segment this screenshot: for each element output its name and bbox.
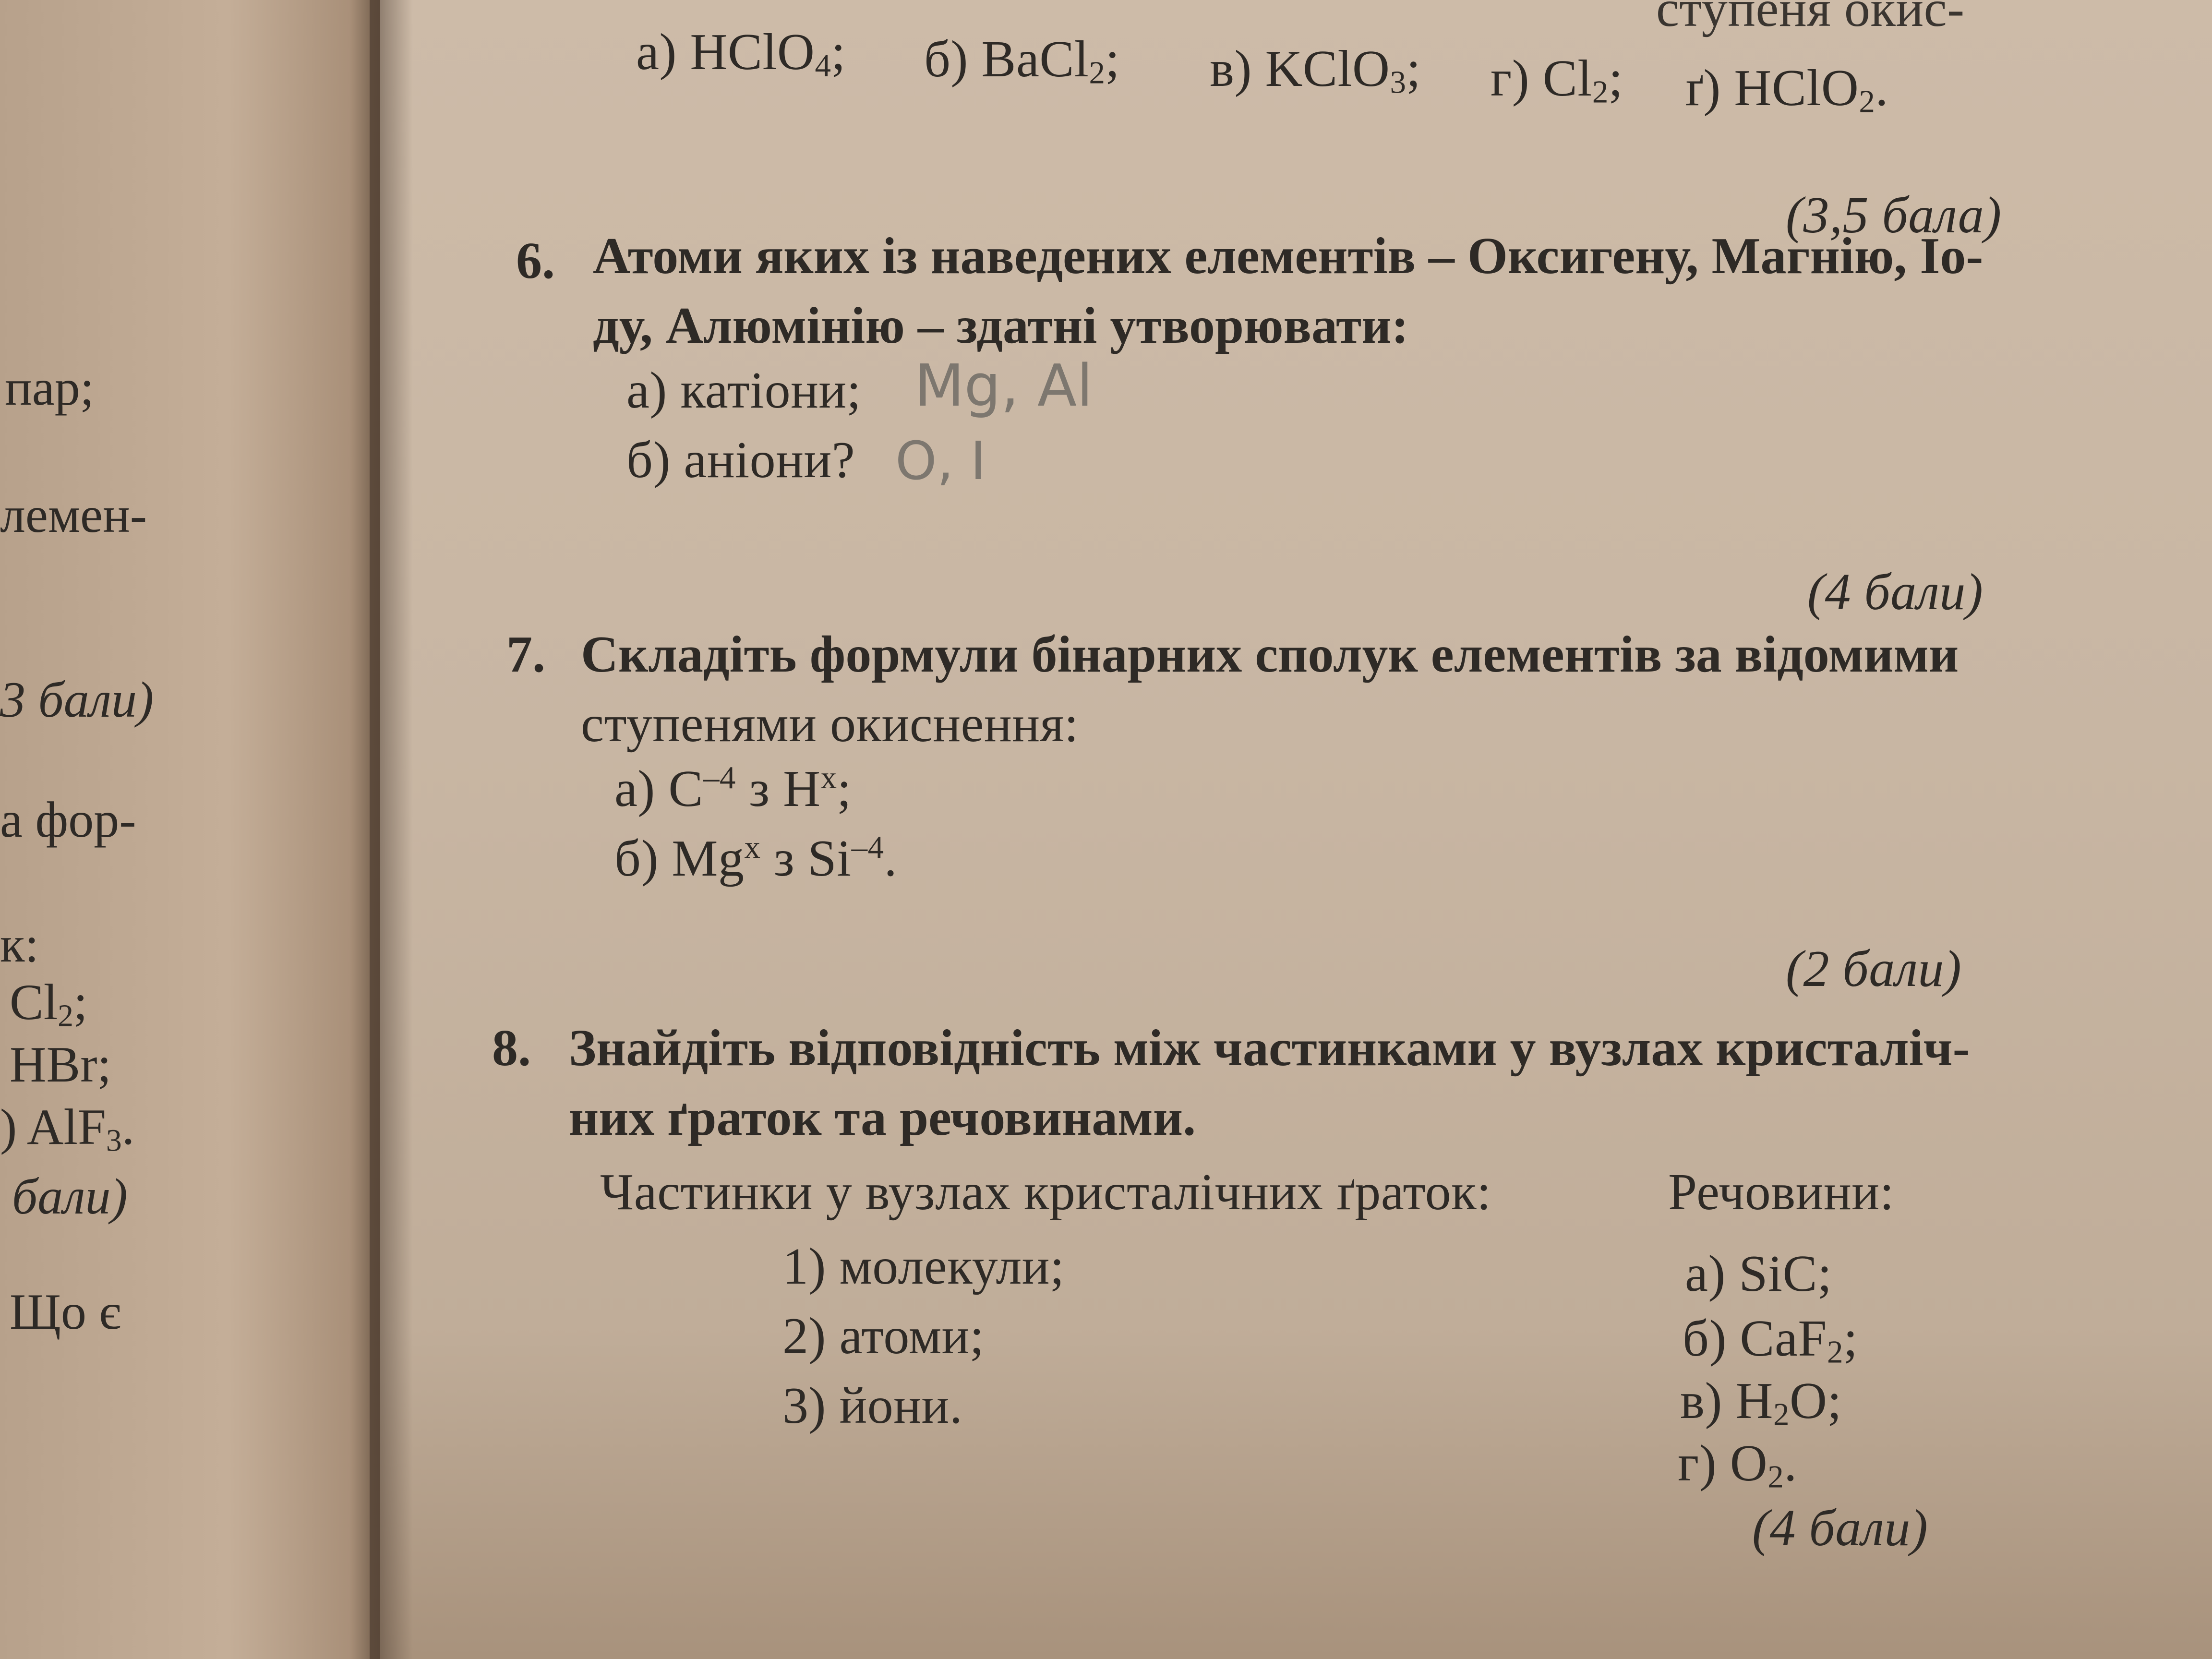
q6-line1: Атоми яких із наведених елементів – Оксигену, Магнію, Іо- [593,228,1984,285]
q5-top-fragment: ступеня окис- [1656,0,1965,37]
q8-number: 8. [492,1020,531,1077]
q7-line1: Складіть формули бінарних сполук елементів за відомими [581,626,1959,683]
q7-option-b: б) Mg$^x$ з $Si^{-4}$. [614,830,898,887]
left-fragment: HBr; [10,1036,111,1093]
left-fragment: а фор- [0,792,136,848]
q5-option: г) $Cl_2$; [1491,50,1623,110]
left-fragment: бали) [12,1168,128,1225]
left-fragment: пар; [5,360,95,416]
left-fragment: Що є [10,1284,121,1340]
q7-number: 7. [506,626,545,683]
book-gutter [370,0,413,1659]
q8-substance-item: г) $O_2$. [1678,1435,1797,1495]
q7-option-a: а) $C^{-4}$ з $H^x$; [614,760,852,817]
left-fragment: лемен- [0,487,147,543]
q8-substance-item: а) SiC; [1685,1245,1832,1302]
q8-substance-item: в) $H_2O$; [1680,1372,1842,1432]
q6-line2: ду, Алюмінію – здатні утворювати: [593,297,1409,354]
q5-score: (3,5 бала) [1786,187,2002,244]
q8-particle-item: 1) молекули; [782,1238,1065,1295]
left-fragment: 3 бали) [0,672,154,728]
handwritten-answer-a: Mg, Al [914,353,1093,420]
handwritten-answer-b: O, I [895,430,986,492]
q8-particle-item: 2) атоми; [782,1308,985,1365]
q5-option: а) HClO$_4$; [636,24,846,84]
q6-score: (4 бали) [1807,564,1984,621]
q8-particles-header: Частинки у вузлах кристалічних ґраток: [600,1164,1491,1221]
left-fragment: к: [0,916,39,973]
q6-option-a: а) катіони; [626,362,862,419]
q5-option: ґ) HClO$_2$. [1685,60,1888,120]
left-fragment: ) AlF$_3$. [0,1099,135,1158]
q7-line2: ступенями окиснення: [581,696,1079,753]
q8-line1: Знайдіть відповідність між частинками у вузлах кристаліч- [569,1020,1970,1077]
q5-option: б) BaCl$_2$; [924,31,1120,91]
q8-particle-item: 3) йони. [782,1377,963,1434]
q7-score: (2 бали) [1786,940,1962,998]
q8-substance-item: б) CaF$_2$; [1683,1310,1858,1370]
q8-score: (4 бали) [1752,1500,1928,1557]
q8-substances-header: Речовини: [1668,1164,1895,1221]
q8-line2: них ґраток та речовинами. [569,1089,1196,1146]
q6-number: 6. [516,232,555,289]
q5-option: в) KClO$_3$; [1210,40,1421,100]
left-fragment: $Cl_2$; [10,974,88,1034]
q6-option-b: б) аніони? [626,432,855,489]
